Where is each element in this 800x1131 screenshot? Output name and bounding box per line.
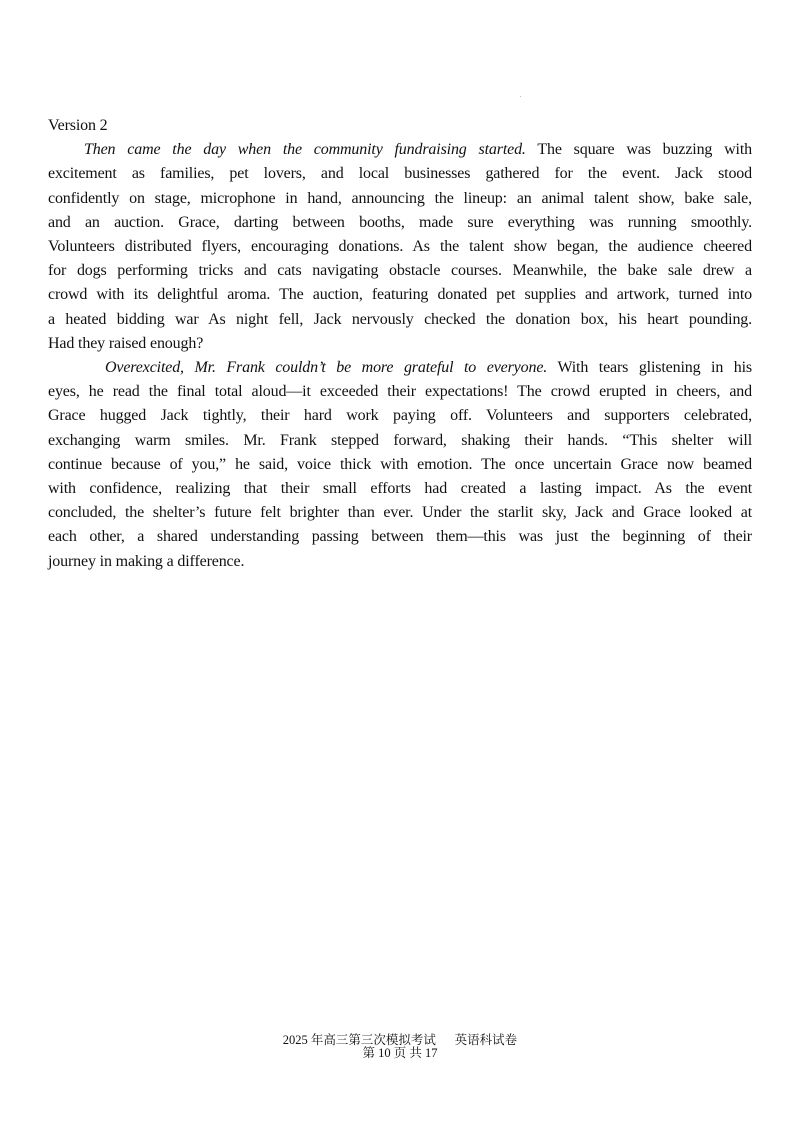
paragraph1-italic-lead: Then came the day when the community fundraising started.	[84, 141, 526, 159]
paragraph1-line: a heated bidding war As night fell, Jack nervously checked the donation box, his heart pounding.	[48, 310, 752, 328]
paragraph1-lead-rest: The square was buzzing with	[525, 141, 752, 159]
paragraph1-line	[48, 138, 752, 162]
paragraph2-line: exchanging warm smiles. Mr. Frank stepped forward, shaking their hands. “This shelter will	[48, 431, 752, 449]
paragraph1-line: Had they raised enough?	[48, 334, 204, 352]
paragraph2-line: with confidence, realizing that their small efforts had created a lasting impact. As the event	[48, 480, 752, 498]
paragraph1-line: and an auction. Grace, darting between booths, made sure everything was running smoothly.	[48, 213, 752, 231]
paragraph1-line: Volunteers distributed flyers, encouraging donations. As the talent show began, the audience cheered	[48, 238, 752, 256]
paragraph1-line: confidently on stage, microphone in hand, announcing the lineup: an animal talent show, bake sale,	[48, 189, 752, 207]
document-body	[48, 114, 752, 574]
paragraph2-line	[48, 356, 752, 380]
paragraph2-line: concluded, the shelter’s future felt brighter than ever. Under the starlit sky, Jack and Grace looked at	[48, 504, 752, 522]
footer-page-info: 第 10 页 共 17	[362, 1046, 438, 1060]
paragraph2-italic-lead: Overexcited, Mr. Frank couldn’t be more grateful to everyone.	[105, 359, 548, 377]
paragraph2-lead-rest: With tears glistening in his	[547, 359, 752, 377]
scan-speck	[520, 96, 521, 97]
paragraph2-line: journey in making a difference.	[48, 552, 245, 570]
paragraph2-line: continue because of you,” he said, voice thick with emotion. The once uncertain Grace now beamed	[48, 455, 752, 473]
paragraph1-line: crowd with its delightful aroma. The auction, featuring donated pet supplies and artwork, turned into	[48, 286, 752, 304]
footer-exam-title: 2025 年高三第三次模拟考试 英语科试卷	[282, 1033, 518, 1047]
paragraph1-line: for dogs performing tricks and cats navigating obstacle courses. Meanwhile, the bake sale drew a	[48, 262, 752, 280]
paragraph2-line: each other, a shared understanding passing between them—this was just the beginning of their	[48, 528, 752, 546]
section-heading: Version 2	[48, 117, 108, 134]
paragraph1-line: excitement as families, pet lovers, and local businesses gathered for the event. Jack stood	[48, 165, 752, 183]
paragraph2-line: Grace hugged Jack tightly, their hard work paying off. Volunteers and supporters celebrated,	[48, 407, 752, 425]
paragraph2-line: eyes, he read the final total aloud—it exceeded their expectations! The crowd erupted in cheers, and	[48, 383, 752, 401]
